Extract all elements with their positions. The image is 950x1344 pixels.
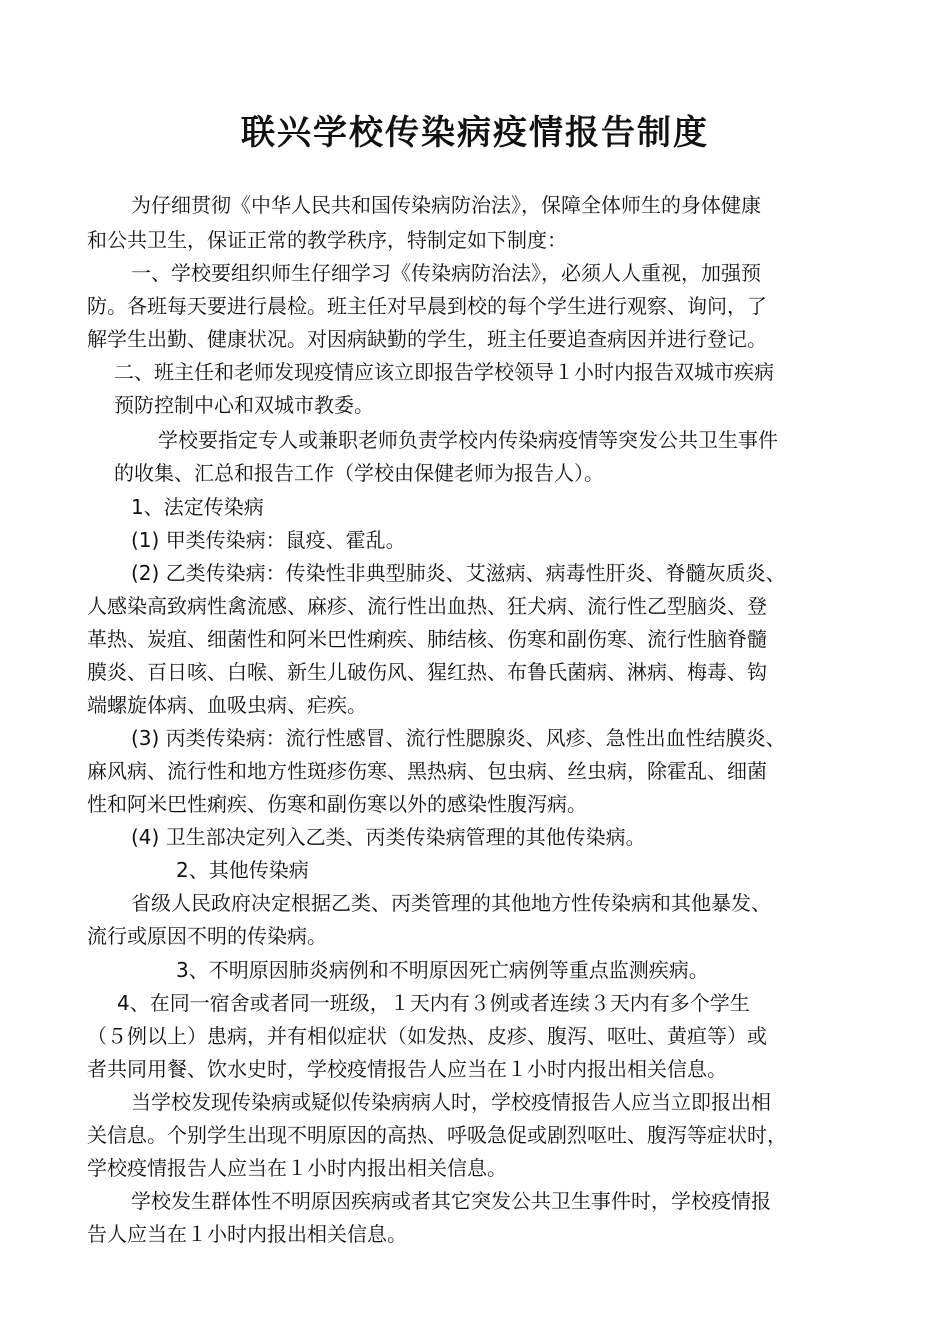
paragraph-line: 人感染高致病性禽流感、麻疹、流行性出血热、狂犬病、流行性乙型脑炎、登 (87, 594, 767, 618)
paragraph-line: 二、班主任和老师发现疫情应该立即报告学校领导１小时内报告双城市疾病 (114, 360, 774, 384)
paragraph-line: 者共同用餐、饮水史时，学校疫情报告人应当在１小时内报出相关信息。 (87, 1057, 727, 1081)
paragraph-line: 性和阿米巴性痢疾、伤寒和副伤寒以外的感染性腹泻病。 (87, 792, 587, 816)
paragraph-line: 学校要指定专人或兼职老师负责学校内传染病疫情等突发公共卫生事件 (158, 428, 778, 452)
paragraph-line: (3) 丙类传染病：流行性感冒、流行性腮腺炎、风疹、急性出血性结膜炎、 (131, 726, 786, 750)
paragraph-line: 的收集、汇总和报告工作（学校由保健老师为报告人）。 (114, 461, 604, 485)
document-title: 联兴学校传染病疫情报告制度 (241, 113, 709, 153)
paragraph-line: 关信息。个别学生出现不明原因的高热、呼吸急促或剧烈呕吐、腹泻等症状时， (87, 1123, 787, 1147)
paragraph-line: 麻风病、流行性和地方性斑疹伤寒、黑热病、包虫病、丝虫病，除霍乱、细菌 (87, 759, 767, 783)
section-heading: 2、其他传染病 (176, 858, 309, 882)
paragraph-line: (1) 甲类传染病：鼠疫、霍乱。 (131, 528, 406, 552)
paragraph-line: 革热、炭疽、细菌性和阿米巴性痢疾、肺结核、伤寒和副伤寒、流行性脑脊髓 (87, 627, 767, 651)
paragraph-line: 学校发生群体性不明原因疾病或者其它突发公共卫生事件时，学校疫情报 (131, 1189, 771, 1213)
section-heading: 1、法定传染病 (131, 495, 264, 519)
paragraph-line: 告人应当在１小时内报出相关信息。 (87, 1222, 407, 1246)
paragraph-line: 为仔细贯彻《中华人民共和国传染病防治法》，保障全体师生的身体健康 (131, 193, 761, 217)
paragraph-line: 解学生出勤、健康状况。对因病缺勤的学生，班主任要追查病因并进行登记。 (87, 327, 767, 351)
paragraph-line: 和公共卫生，保证正常的教学秩序，特制定如下制度： (87, 228, 567, 252)
paragraph-line: (4) 卫生部决定列入乙类、丙类传染病管理的其他传染病。 (131, 825, 646, 849)
paragraph-line: 流行或原因不明的传染病。 (87, 924, 327, 948)
paragraph-line: 膜炎、百日咳、白喉、新生儿破伤风、猩红热、布鲁氏菌病、淋病、梅毒、钩 (87, 660, 767, 684)
paragraph-line: 当学校发现传染病或疑似传染病病人时，学校疫情报告人应当立即报出相 (131, 1090, 771, 1114)
paragraph-line: (2) 乙类传染病：传染性非典型肺炎、艾滋病、病毒性肝炎、脊髓灰质炎、 (131, 561, 786, 585)
paragraph-line: 4、在同一宿舍或者同一班级，１天内有３例或者连续３天内有多个学生 (117, 991, 750, 1015)
paragraph-line: 学校疫情报告人应当在１小时内报出相关信息。 (87, 1156, 507, 1180)
paragraph-line: 预防控制中心和双城市教委。 (114, 393, 374, 417)
paragraph-line: 防。各班每天要进行晨检。班主任对早晨到校的每个学生进行观察、询问，了 (87, 294, 767, 318)
section-heading: 3、不明原因肺炎病例和不明原因死亡病例等重点监测疾病。 (176, 958, 709, 982)
paragraph-line: 端螺旋体病、血吸虫病、疟疾。 (87, 693, 367, 717)
paragraph-line: 省级人民政府决定根据乙类、丙类管理的其他地方性传染病和其他暴发、 (131, 891, 771, 915)
paragraph-line: 一、学校要组织师生仔细学习《传染病防治法》，必须人人重视，加强预 (131, 261, 761, 285)
paragraph-line: （５例以上）患病，并有相似症状（如发热、皮疹、腹泻、呕吐、黄疸等）或 (87, 1024, 767, 1048)
